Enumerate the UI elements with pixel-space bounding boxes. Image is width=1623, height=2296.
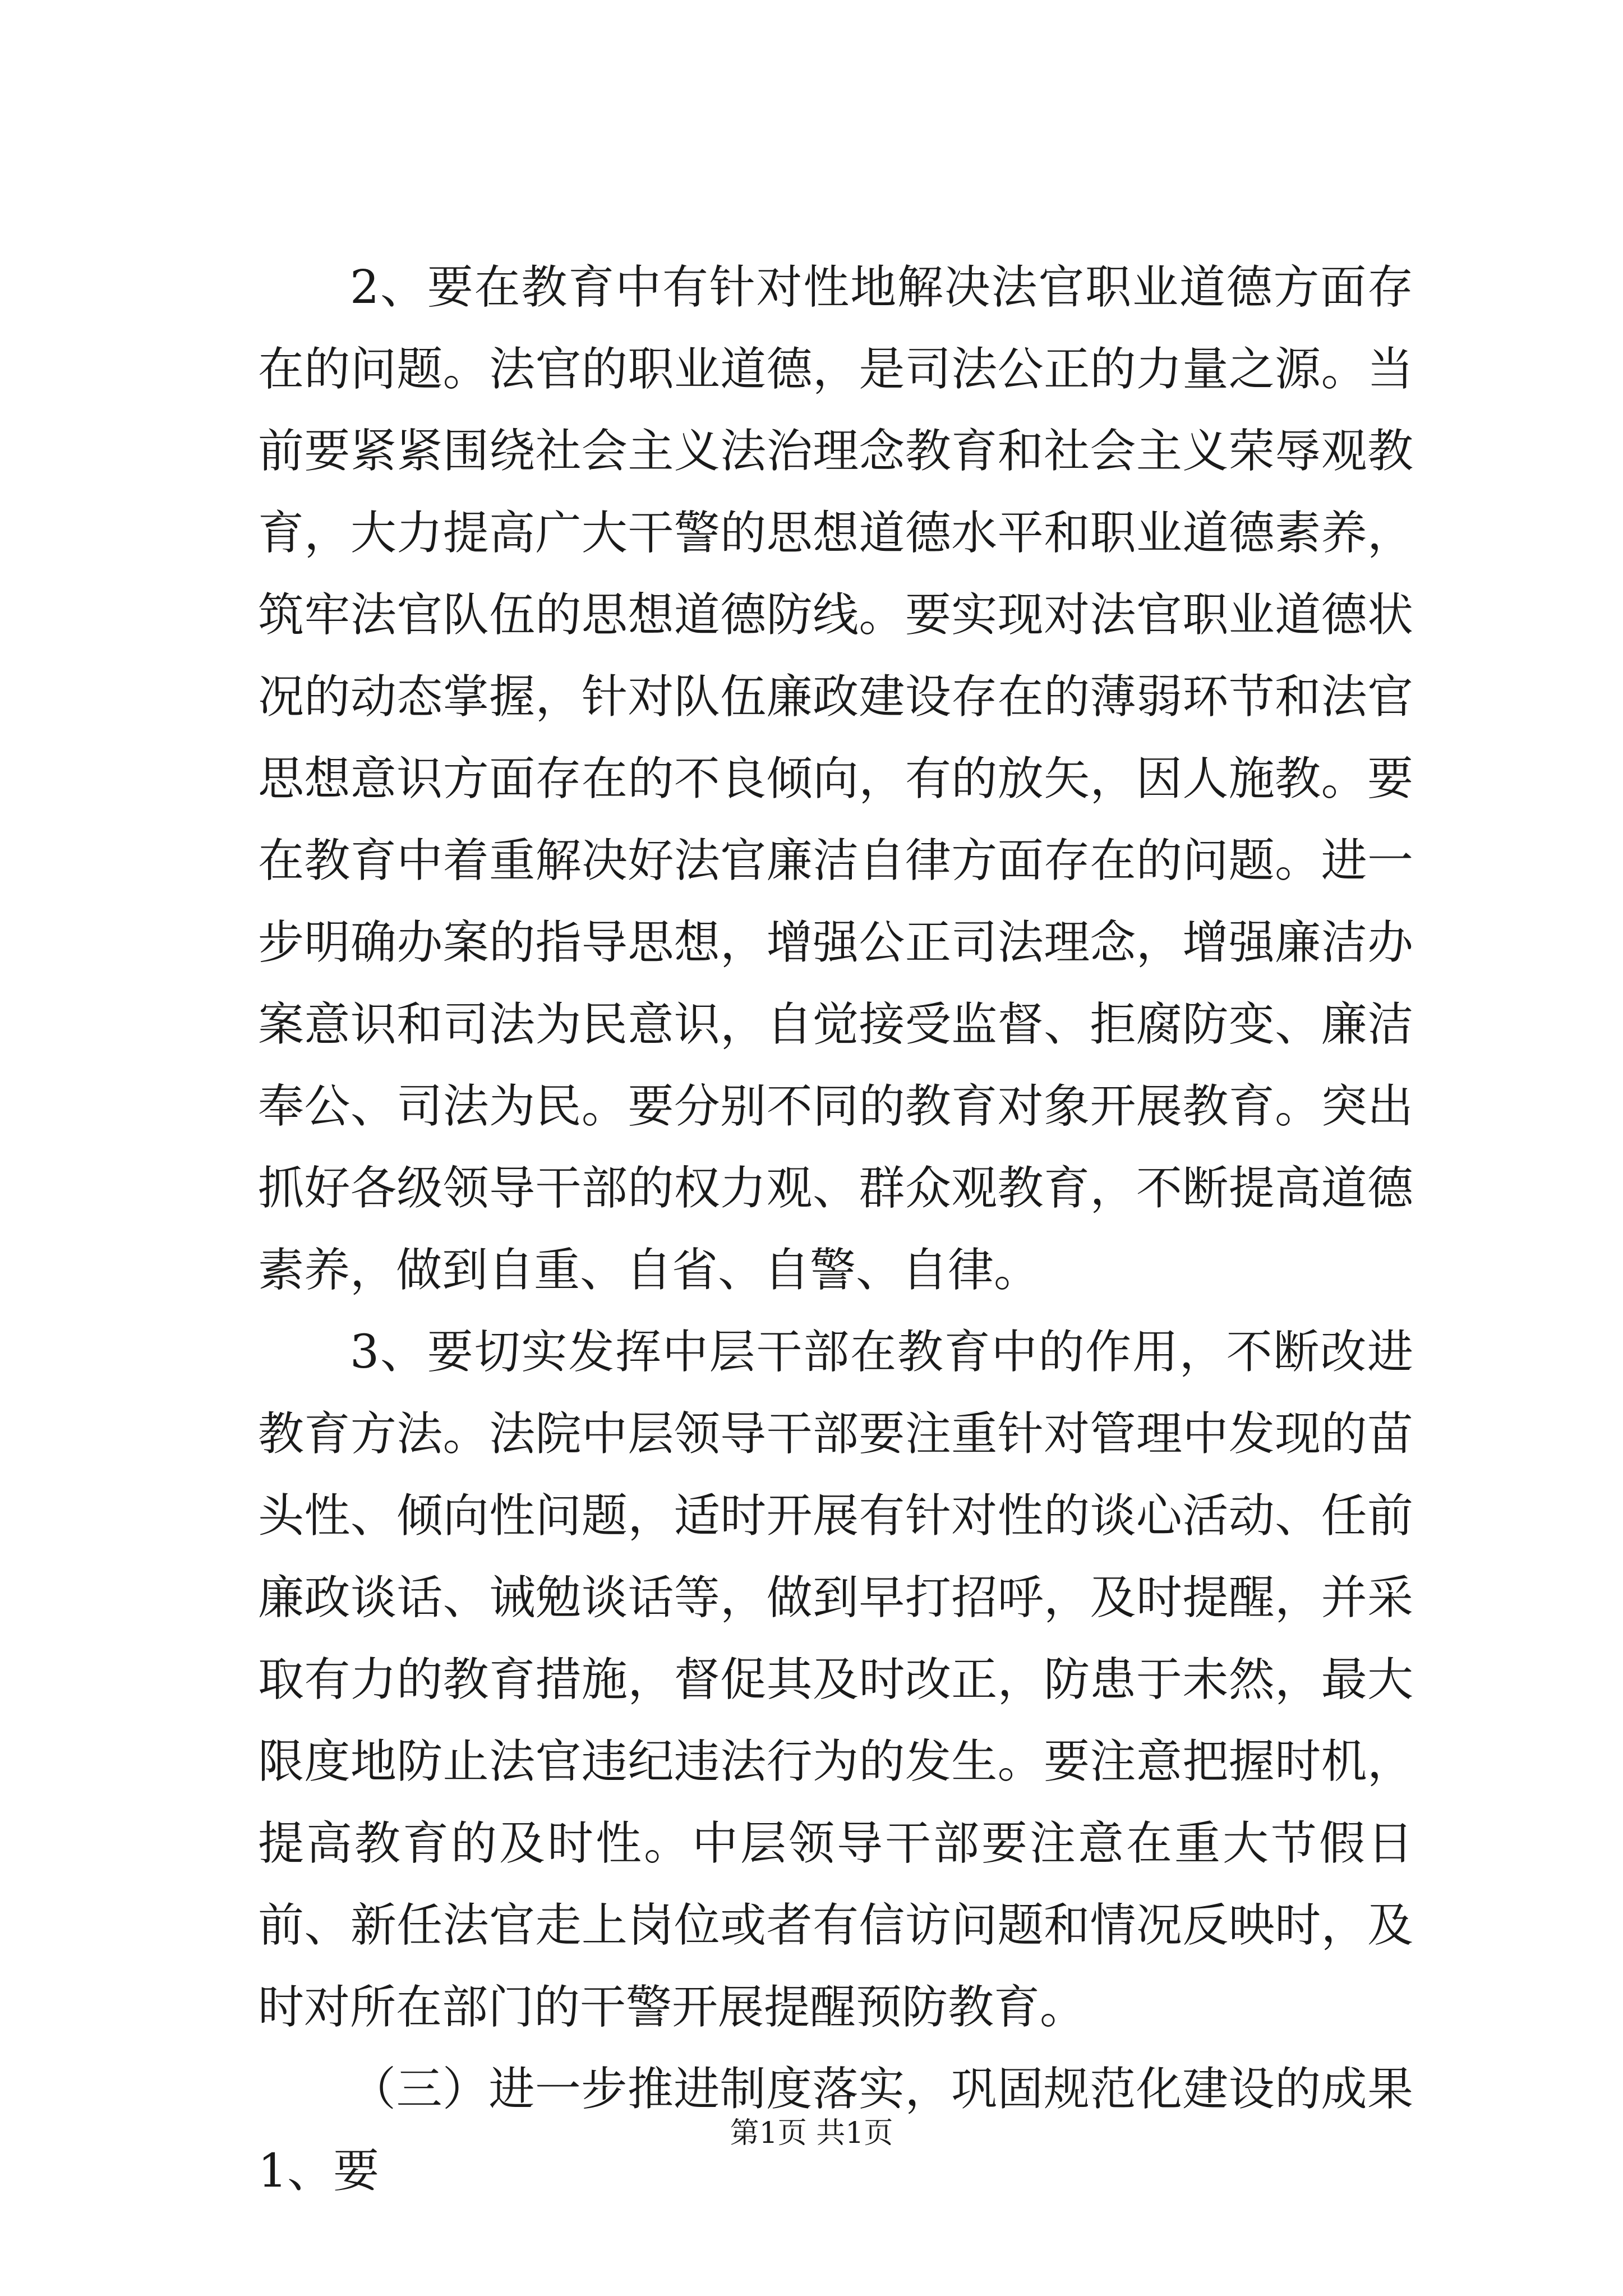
page-number-label: 第1页 共1页 xyxy=(730,2116,893,2150)
paragraph-3: 3、要切实发挥中层干部在教育中的作用，不断改进教育方法。法院中层领导干部要注重针对管理中发现的苗头性、倾向性问题，适时开展有针对性的谈心活动、任前廉政谈话、诫勉谈话等，做到早打招呼，及时提醒，并采取有力的教育措施，督促其及时改正，防患于未然，最大限度地防止法官违纪违法行为的发生。要注意把握时机，提高教育的及时性。中层领导干部要注意在重大节假日前、新任法官走上岗位或者有信访问题和情况反映时，及时对所在部门的干警开展提醒预防教育。 xyxy=(258,1326,1413,2034)
paragraph-section-3: （三）进一步推进制度落实，巩固规范化建设的成果1、要 xyxy=(258,2063,1413,2198)
document-body xyxy=(258,247,1413,2212)
page-footer xyxy=(0,2109,1623,2151)
paragraph-2: 2、要在教育中有针对性地解决法官职业道德方面存在的问题。法官的职业道德，是司法公正的力量之源。当前要紧紧围绕社会主义法治理念教育和社会主义荣辱观教育，大力提高广大干警的思想道德水平和职业道德素养，筑牢法官队伍的思想道德防线。要实现对法官职业道德状况的动态掌握，针对队伍廉政建设存在的薄弱环节和法官思想意识方面存在的不良倾向，有的放矢，因人施教。要在教育中着重解决好法官廉洁自律方面存在的问题。进一步明确办案的指导思想，增强公正司法理念，增强廉洁办案意识和司法为民意识，自觉接受监督、拒腐防变、廉洁奉公、司法为民。要分别不同的教育对象开展教育。突出抓好各级领导干部的权力观、群众观教育，不断提高道德素养，做到自重、自省、自警、自律。 xyxy=(258,261,1413,1297)
